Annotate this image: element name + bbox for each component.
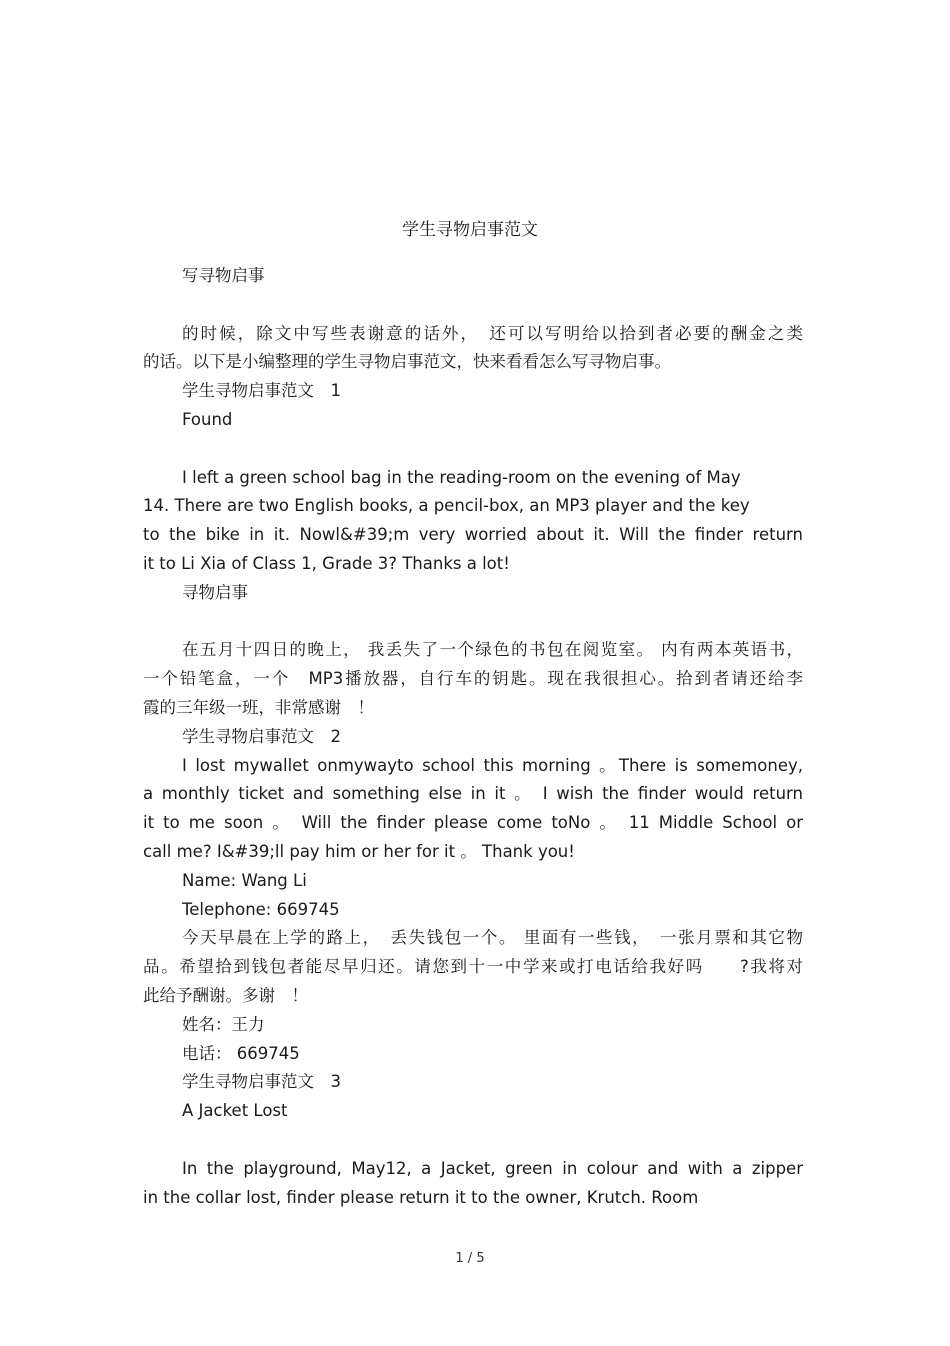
- paragraph-gap: [143, 291, 803, 320]
- text-line: 此给予酬谢。多谢 ！: [143, 985, 308, 1005]
- paragraph-gap: [143, 608, 803, 637]
- text-line: 品。希望拾到钱包者能尽早归还。请您到十一中学来或打电话给我好吗 ?我将对: [143, 957, 803, 977]
- text-line: it to me soon 。 Will the finder please come toNo 。 11 Middle School or: [143, 813, 803, 833]
- text-line: I lost mywallet onmywayto school this morning 。There is somemoney,: [182, 755, 803, 775]
- text-line: 14. There are two English books, a pencil-box, an MP3 player and the key: [143, 496, 750, 516]
- text-line: Telephone: 669745: [182, 899, 340, 919]
- text-line: a monthly ticket and something else in it 。 I wish the finder would return: [143, 784, 803, 804]
- text-line: 学生寻物启事范文 2: [182, 726, 341, 746]
- text-line: 姓名：王力: [182, 1014, 265, 1034]
- document-title: 学生寻物启事范文: [402, 220, 538, 240]
- document-body: [143, 262, 803, 1212]
- text-line: 一个铅笔盒，一个 MP3播放器，自行车的钥匙。现在我很担心。拾到者请还给李: [143, 669, 803, 689]
- text-line: 写寻物启事: [182, 266, 265, 285]
- text-line: it to Li Xia of Class 1, Grade 3? Thanks a lot!: [143, 553, 510, 573]
- paragraph-gap: [143, 435, 803, 464]
- text-line: 在五月十四日的晚上， 我丢失了一个绿色的书包在阅览室。 内有两本英语书，: [182, 640, 803, 660]
- text-line: 学生寻物启事范文 3: [182, 1072, 341, 1092]
- text-line: call me? I&#39;ll pay him or her for it 。 Thank you!: [143, 841, 575, 861]
- text-line: 霞的三年级一班，非常感谢 ！: [143, 697, 374, 717]
- text-line: 的话。以下是小编整理的学生寻物启事范文，快来看看怎么写寻物启事。: [143, 352, 671, 372]
- text-line: 电话： 669745: [182, 1043, 300, 1063]
- text-line: I left a green school bag in the reading-room on the evening of May: [182, 467, 741, 487]
- text-line: In the playground, May12, a Jacket, green in colour and with a zipper: [182, 1158, 803, 1178]
- text-line: Name: Wang Li: [182, 870, 307, 890]
- text-line: Found: [182, 409, 233, 429]
- text-line: A Jacket Lost: [182, 1101, 288, 1121]
- text-line: to the bike in it. Nowl&#39;m very worried about it. Will the finder return: [143, 525, 803, 545]
- page-number: 1 / 5: [455, 1251, 485, 1266]
- paragraph-gap: [143, 1126, 803, 1155]
- text-line: 今天早晨在上学的路上， 丢失钱包一个。 里面有一些钱， 一张月票和其它物: [182, 928, 803, 948]
- text-line: 寻物启事: [182, 582, 248, 602]
- text-line: 学生寻物启事范文 1: [182, 381, 341, 401]
- text-line: in the collar lost, finder please return it to the owner, Krutch. Room: [143, 1187, 699, 1207]
- text-line: 的时候，除文中写些表谢意的话外， 还可以写明给以拾到者必要的酬金之类: [182, 323, 803, 343]
